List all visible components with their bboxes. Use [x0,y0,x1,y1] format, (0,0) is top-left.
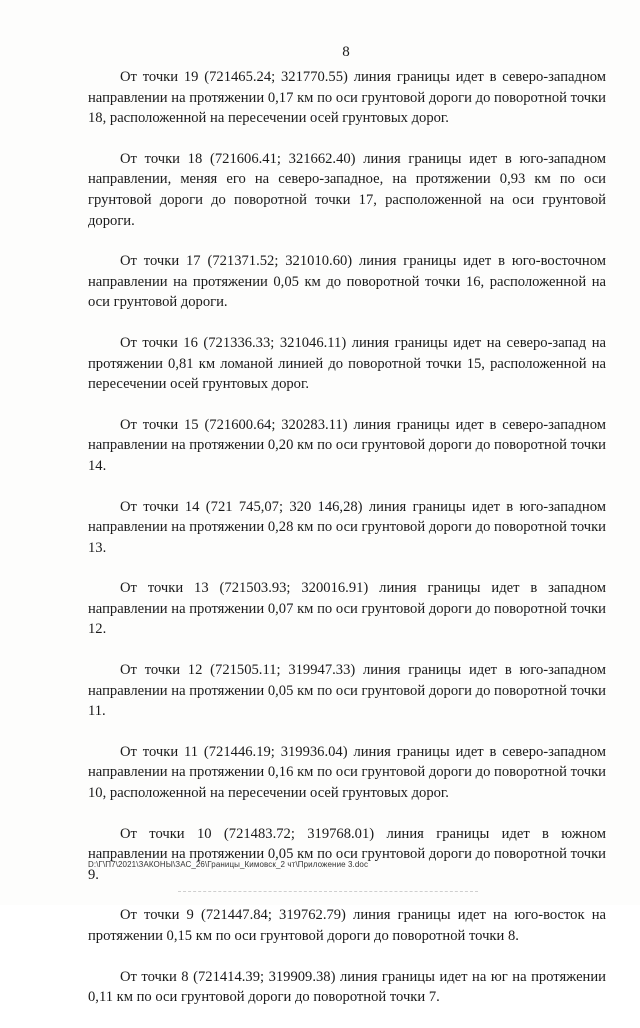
file-path-footer: D:\Г\П7\2021\ЗАКОНЫ\ЗАС_26\Границы_Кимовск_2 чт\Приложение 3.doc [88,860,369,869]
paragraph-point-19: От точки 19 (721465.24; 321770.55) линия границы идет в северо-западном направлении на протяжении 0,17 км по оси грунтовой дороги до поворотной точки 18, расположенной на пересечении осей грунтовых дорог. [88,69,606,127]
page-number: 8 [342,44,350,60]
paragraph-point-18: От точки 18 (721606.41; 321662.40) линия границы идет в юго-западном направлении, меняя его на северо-западное, на протяжении 0,93 км по оси грунтовой дороги до поворотной точки 17, расположенной на оси грунтовой дороги. [88,150,606,229]
paragraph-point-14: От точки 14 (721 745,07; 320 146,28) линия границы идет в юго-западном направлении на протяжении 0,28 км по оси грунтовой дороги до поворотной точки 13. [88,498,606,556]
paragraph-point-13: От точки 13 (721503.93; 320016.91) линия границы идет в западном направлении на протяжении 0,07 км по оси грунтовой дороги до поворотной точки 12. [88,580,606,638]
paragraph-point-12: От точки 12 (721505.11; 319947.33) линия границы идет в юго-западном направлении на протяжении 0,05 км по оси грунтовой дороги до поворотной точки 11. [88,662,606,720]
document-body [88,67,606,1028]
scan-artifact-line [178,891,478,894]
paragraph-point-9: От точки 9 (721447.84; 319762.79) линия границы идет на юго-восток на протяжении 0,15 км по оси грунтовой дороги до поворотной точки 8. [88,907,606,944]
paragraph-point-10: От точки 10 (721483.72; 319768.01) линия границы идет в южном направлении на протяжении 0,05 км по оси грунтовой дороги до поворотной точки 9. [88,825,606,883]
paragraph-point-8: От точки 8 (721414.39; 319909.38) линия границы идет на юг на протяжении 0,11 км по оси грунтовой дороги до поворотной точки 7. [88,968,606,1006]
paragraph-point-16: От точки 16 (721336.33; 321046.11) линия границы идет на северо-запад на протяжении 0,81 км ломаной линией до поворотной точки 15, расположенной на пересечении осей грунтовых дорог. [88,334,606,393]
paragraph-point-17: От точки 17 (721371.52; 321010.60) линия границы идет в юго-восточном направлении на протяжении 0,05 км до поворотной точки 16, расположенной на оси грунтовой дороги. [88,253,606,311]
paragraph-point-11: От точки 11 (721446.19; 319936.04) линия границы идет в северо-западном направлении на протяжении 0,16 км по оси грунтовой дороги до поворотной точки 10, расположенной на пересечении осей грунтовых дорог. [88,743,606,802]
paragraph-point-15: От точки 15 (721600.64; 320283.11) линия границы идет в северо-западном направлении на протяжении 0,20 км по оси грунтовой дороги до поворотной точки 14. [88,416,606,474]
